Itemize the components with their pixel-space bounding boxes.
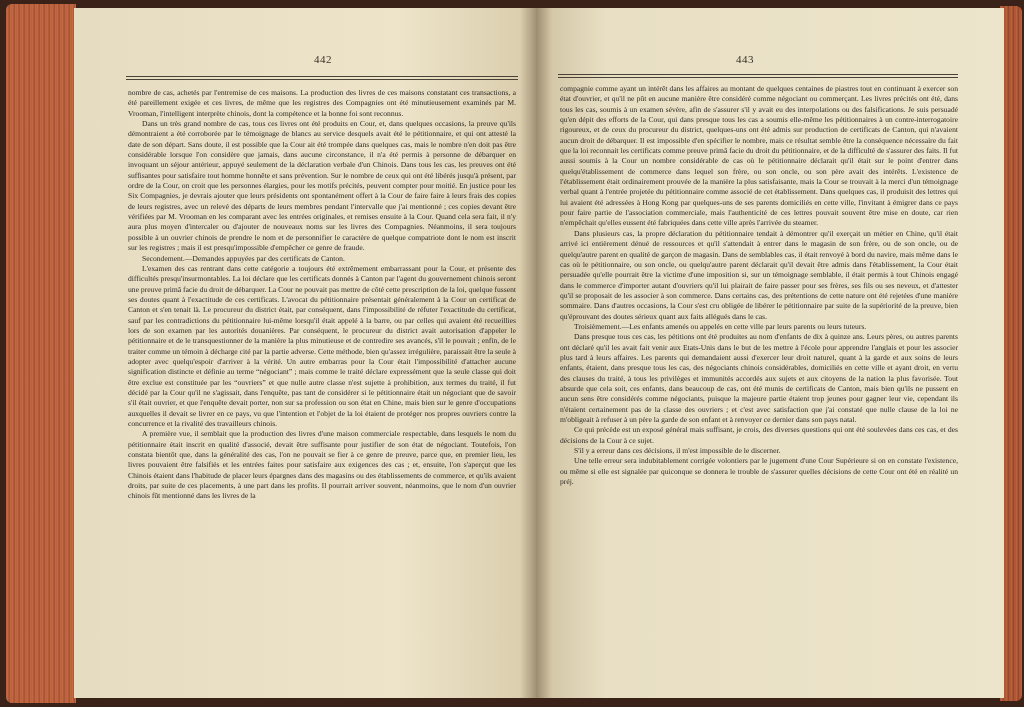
header-rule	[558, 74, 958, 78]
paragraph: Dans plusieurs cas, la propre déclaration du pétitionnaire tendait à démontrer qu'il exerçait un métier en Chine, qu'il était arrivé ici entièrement dénué de ressources et qu'il s'attendait à entrer dans le magasin de son frère, ou de son oncle, ou de quelqu'autre parent en qualité de garçon de magasin. Dans de semblables cas, il était renvoyé à bord du navire, mais même dans le cas où le pétitionnaire, ou son oncle, ou quelqu'autre parent déclarait qu'il devait être admis dans l'établissement, la Cour était persuadée qu'elle pourrait être la victime d'une imposition si, sur un témoignage semblable, il était permis à tout Chinois engagé dans le commerce d'importer autant d'ouvriers qu'il lui plairait de faire passer pour ses frères, ses fils ou ses neveux, et d'attester qu'il se proposait de les associer à son commerce. Dans certains cas, des prétentions de cette nature ont été rejetées d'une manière sommaire. Dans d'autres occasions, la Cour s'est cru obligée de libérer le pétitionnaire par suite de la supériorité de la preuve, bien qu'éprouvant des doutes sérieux quant aux faits allégués dans le cas.	[560, 228, 958, 321]
page-number: 442	[314, 54, 332, 66]
header-rule	[126, 76, 518, 80]
paragraph: Troisièmement.—Les enfants amenés ou appelés en cette ville par leurs parents ou leurs tuteurs.	[574, 321, 867, 331]
paragraph: A première vue, il semblait que la production des livres d'une maison commerciale respectable, dans lesquels le nom du pétitionnaire était inscrit en qualité d'associé, devait être suffisante pour justifier de son état de négociant. Toutefois, l'on constata bientôt que, dans la généralité des cas, l'on ne pouvait se fier à ce genre de preuve, parce que, en premier lieu, les livres pouvaient être falsifiés et les entrées faites pour satisfaire aux exigences des cas ; et, ensuite, l'on s'aperçut que les Chinois étaient dans l'habitude de placer leurs épargnes dans des magasins ou des établissements de commerce, et qu'ils avaient droits, par suite de ces placements, à une part dans les profits. Il pourrait arriver souvent, néanmoins, que le nom d'un ouvrier chinois fût mentionné dans les livres de la	[128, 429, 516, 501]
paragraph: compagnie comme ayant un intérêt dans les affaires au montant de quelques centaines de piastres tout en continuant à exercer son état d'ouvrier, et qu'il ne pût en aucune manière être considéré comme négociant ou commerçant. Les livres précités ont été, dans tous les cas, soumis à un examen sévère, afin de s'assurer s'il y avait eu des interpolations ou des falsifications. Je suis persuadé qu'en dépit des efforts de la Cour, qui dans presque tous les cas a soumis elle-même les pétitionnaires à un contre-interrogatoire rigoureux, et de ceux du procureur du district, quelques-uns ont été admis sur production de certificats de Canton, qui n'avaient aucun droit de débarquer. Il est impossible d'en spécifier le nombre, mais ce résultat semble être la conséquence nécessaire du fait que la loi reconnait les certificats comme preuve primâ facie du droit du pétitionnaire, et de la difficulté de s'assurer des faits. Il fut aussi soumis à la Cour un nombre considérable de cas où le pétitionnaire déclarait qu'il était sur le point d'entrer dans quelqu'établissement de commerce dans lequel son frère, ou son oncle, ou son père avait des intérêts. L'existence de l'établissement était ordinairement prouvée de la manière la plus satisfaisante, mais la Cour se trouvait à la merci d'un témoignage verbal quant à l'entrée projetée du pétitionnaire comme associé de cet établissement. Dans quelques cas, il produisit des lettres qui lui avaient été adressées à Hong Kong par quelques-uns de ses parents domiciliés en cette ville, l'invitant à émigrer dans ce pays pour faire partie de l'association commerciale, mais l'authenticité de ces lettres pouvait souvent être mise en doute, car rien n'empêchait qu'elles eussent été fabriquées dans cette ville après l'arrivée du steamer.	[560, 84, 958, 228]
page-text	[560, 84, 958, 487]
right-page	[536, 8, 1004, 698]
paragraph: Secondement.—Demandes appuyées par des certificats de Canton.	[142, 253, 345, 263]
paragraph: Une telle erreur sera indubitablement corrigée volontiers par le jugement d'une Cour Supérieure si on en constate l'existence, ou même si elle est signalée par quiconque se donnera le trouble de s'assurer quelles décisions de cette Cour ont été en réalité un préj.	[560, 456, 958, 487]
paragraph: Dans un très grand nombre de cas, tous ces livres ont été produits en Cour, et, dans quelques occasions, la preuve qu'ils démontraient a été corroborée par le témoignage de blancs au service desquels avait été le pétitionnaire, et qui ont attesté la date de son départ. Sans doute, il est possible que la Cour ait été trompée dans quelques cas, mais le nombre n'en doit pas être considérable lorsque l'on considère que jamais, dans aucune circonstance, il n'a été permis à personne de débarquer en invoquant un séjour antérieur, appuyé seulement de la déclaration verbale d'un Chinois. Dans tous les cas, les preuves ont été suffisantes pour satisfaire tout homme honnête et sans prévention. Sur le nombre de ceux qui ont été libérés jusqu'à présent, par ordre de la Cour, on croit que les personnes élargies, pour les motifs précités, peuvent compter pour moitié. En justice pour les Six Compagnies, je devrais ajouter que leurs présidents ont spontanément offert à la Cour de faire faire à leurs frais des copies de leurs registres, avec un relevé des départs de leurs membres pendant l'intervalle que j'ai mentionné ; ces copies devant être vérifiées par M. Vrooman en les comparant avec les entrées originales, et remises ensuite à la Cour. Quand cela sera fait, il n'y aura plus moyen d'intercaler ou d'ajouter de nouveaux noms sur les livres des Compagnies. Néanmoins, il sera toujours possible à un ouvrier chinois de prendre le nom et de personnifier le caractère de quelque compatriote dont le nom est inscrit sur les registres ; mais il est presqu'impossible d'empêcher ce genre de fraude.	[128, 119, 516, 253]
page-text	[128, 88, 516, 502]
page-edges-left	[6, 4, 76, 703]
book-gutter	[520, 8, 552, 698]
page-number: 443	[736, 54, 754, 66]
paragraph: L'examen des cas rentrant dans cette catégorie a toujours été extrêmement embarrassant pour la Cour, et présente des difficultés presqu'insurmontables. La loi déclare que les certificats donnés à Canton par l'agent du gouvernement chinois seront une preuve primâ facie du droit de débarquer. La Cour ne pouvait pas mettre de côté cette prescription de la loi, quelque fussent ses doutes quant à l'exactitude de ces certificats. L'avocat du pétitionnaire présentait généralement à la Cour un certificat de Canton et s'en tenait là. Le procureur du district était, par conséquent, dans l'impossibilité de réfuter l'exactitude du certificat, sauf par les contradictions du pétitionnaire lui-même lorsqu'il était appelé à la barre, ou par celles qui avaient été recueillies lors de son examen par les autorités douanières. Par conséquent, le procureur du district avait autorisation d'appeler le pétitionnaire et de le transquestionner de la manière la plus minutieuse et de contredire ses avancés, s'il le pouvait ; enfin, de le traiter comme un témoin à décharge cité par la partie adverse. Cette méthode, bien qu'assez irrégulière, paraissait être la seule à adopter avec quelqu'espoir d'arriver à la vérité. Un autre embarras pour la Cour était l'impossibilité d'attacher aucune signification distincte et définie au terme “négociant” ; mais comme le traité déclare expressément que la seule classe qui doit être exclue est constituée par les “ouvriers” et que nulle autre classe n'est sujette à prohibition, aux termes du traité, il fut décidé par la Cour qu'il ne s'agissait, dans l'enquête, pas tant de considérer si le pétitionnaire était un négociant que de savoir s'il était ouvrier, et que l'enquête devait porter, non sur sa profession ou son état en Chine, mais bien sur le genre d'occupations auxquelles il devait se livrer en ce pays, vu que l'intention et l'objet de la loi étaient de protéger nos propres ouvriers contre la concurrence et la rivalité des travailleurs chinois.	[128, 263, 516, 428]
paragraph: S'il y a erreur dans ces décisions, il m'est impossible de le discerner.	[574, 446, 781, 456]
paragraph: Dans presque tous ces cas, les pétitions ont été produites au nom d'enfants de dix à quinze ans. Leurs pères, ou autres parents ont déclaré qu'il les avait fait venir aux Etats-Unis dans le but de les mettre à l'école pour apprendre l'anglais et pour les associer plus tard à leurs affaires. Les parents qui demandaient aussi d'exercer leur droit naturel, quant à la garde et aux soins de leurs enfants, étaient, dans presque tous les cas, des négociants chinois considérables, domiciliés en cette ville et ayant droit, en vertu des clauses du traité, à tous les privilèges et immunités accordés aux sujets et aux citoyens de la nation la plus favorisée. Tout absurde que cela soit, ces enfants, dans beaucoup de cas, ont été munis de certificats de Canton, mais bien qu'ils ne pussent en aucun sens être considérés comme négociants, puisque la majeure partie étaient trop jeunes pour gagner leur vie, cependant ils n'étaient certainement pas de la classe des ouvriers ; et c'est avec satisfaction que j'ai constaté que nulle clause de la loi ne m'obligeait à refuser à un père la garde de son enfant et à renvoyer ce dernier dans son pays natal.	[560, 332, 958, 424]
left-page	[74, 8, 536, 698]
paragraph: nombre de cas, achetés par l'entremise de ces maisons. La production des livres de ces maisons constatant ces transactions, a été pareillement exigée et ces livres, de même que les registres des Compagnies ont été minutieusement examinés par M. Vrooman, l'intelligent interprète chinois, dont la compétence et la bonne foi sont reconnus.	[128, 88, 516, 118]
paragraph: Ce qui précède est un exposé général mais suffisant, je crois, des diverses questions qui ont été soulevées dans ces cas, et des décisions de la Cour à ce sujet.	[560, 425, 958, 445]
